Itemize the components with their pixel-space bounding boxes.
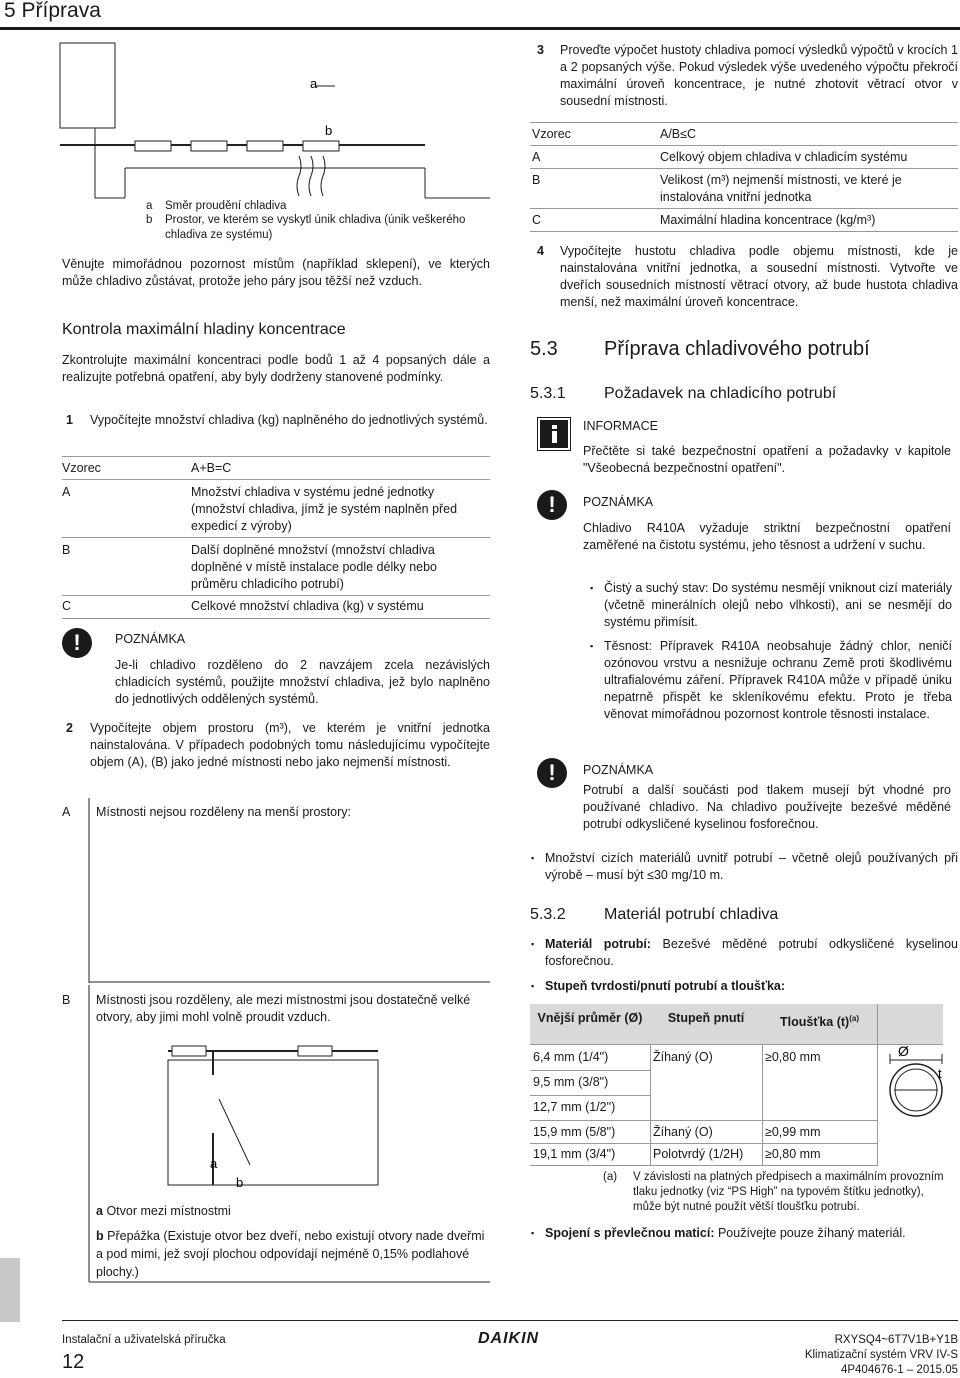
section-53-title: Příprava chladivového potrubí [604,338,870,360]
bullet-oil: ▪ Množství cizích materiálů uvnitř potrubí – včetně olejů používaných při výrobě – musí být ≤30 mg/10 m. [545,850,958,884]
formula1-table [62,456,490,619]
info-title: INFORMACE [583,419,658,433]
section-532-title: Materiál potrubí chladiva [604,906,779,923]
section-532-number: 5.3.2 [530,906,566,923]
formula3-head-key: Vzorec [532,127,571,141]
pipe-cell: 15,9 mm (5/8") [533,1125,616,1139]
fig2-label-a: a [210,1156,218,1171]
note3-text: Potrubí a další součásti pod tlakem musejí být vhodné pro používané chladivo. Na chladivo používejte bezešvé měděné potrubí odkysličené kyselinou fosforečnou. [583,783,951,831]
info-icon [538,418,570,450]
legend-a-key: a [146,200,153,212]
formula3-row-key: C [532,213,542,227]
pipe-cell: Žíhaný (O) [653,1125,713,1139]
pipe-fig-diameter: Ø [898,1043,909,1059]
pipe-fig-thickness: t [938,1066,942,1081]
info-text: Přečtěte si také bezpečnostní opatření a požadavky v kapitole "Všeobecná bezpečnostní opatření". [583,444,951,475]
step1-text: Vypočítejte množství chladiva (kg) naplněného do jednotlivých systémů. [90,413,488,427]
section-531-number: 5.3.1 [530,385,566,402]
section-531-title: Požadavek na chladicího potrubí [604,385,837,402]
note2-title: POZNÁMKA [583,495,654,509]
pipe-cell: ≥0,99 mm [765,1125,821,1139]
daikin-logo: DAIKIN [478,1330,540,1347]
pipe-cell: ≥0,80 mm [765,1147,821,1161]
formula1-head-key: Vzorec [62,461,101,475]
pipe-cell: ≥0,80 mm [765,1050,821,1064]
step3-text: Proveďte výpočet hustoty chladiva pomocí výsledků výpočtů v krocích 1 a 2 popsaných výše. Pokud výsledek výše uvedeného výpočtu překročí maximální úroveň koncentrace, je nutné zhotovit větrací otvor v sousední místnosti. [560,43,958,108]
formula1-row-value: Celkové množství chladiva (kg) v systému [191,599,424,613]
step2-number: 2 [66,721,73,735]
pipe-header-diameter: Vnější průměr (Ø) [537,1011,643,1025]
refrigerant-leak-figure [55,38,495,200]
note1-title: POZNÁMKA [115,632,186,646]
legend-b-text: Prostor, ve kterém se vyskytl únik chladiva (únik veškerého chladiva ze systému) [165,214,466,241]
fig2-label-b: b [236,1175,244,1190]
pipe-cell: 6,4 mm (1/4") [533,1050,609,1064]
footnote-key: (a) [603,1171,618,1183]
footnote-text: V závislosti na platných předpisech a maximálním provozním tlaku jednotky (viz “PS High” na typovém štítku jednotky), může být nutné použít větší tloušťku potrubí. [633,1171,944,1213]
formula1-row-value: Množství chladiva v systému jedné jednotky (množství chladiva, jímž je systém naplněn před expedicí z výroby) [191,485,458,533]
pipe-cell: 19,1 mm (3/4") [533,1147,616,1161]
pipe-header-temper: Stupeň pnutí [667,1011,745,1025]
intro-paragraph: Věnujte mimořádnou pozornost místům (například sklepení), ve kterých může chladivo zůstávat, protože jeho páry jsou těžší než vzduch. [62,257,490,288]
pipe-cell: 12,7 mm (1/2") [533,1100,616,1114]
formula3-row-value: Maximální hladina koncentrace (kg/m³) [660,213,876,227]
caseA-frame [76,798,490,983]
bullet-material: ▪ Materiál potrubí: Bezešvé měděné potrubí odkysličené kyselinou fosforečnou. [545,936,958,970]
caseA-text: Místnosti nejsou rozděleny na menší prostory: [96,805,351,819]
note2-bullet: ▪ Čistý a suchý stav: Do systému nesmějí vniknout cizí materiály (včetně minerálních olejů nebo vlhkosti), ani se nesmějí do systému přimísit. [604,580,952,631]
step2-text: Vypočítejte objem prostoru (m³), ve kterém je vnitřní jednotka nainstalována. V případech podobných tomu následujícímu vypočítejte objem (A), (B) jako jedné místnosti nebo jako nejmenší místnosti. [90,721,490,769]
formula3-row-value: Velikost (m³) nejmenší místnosti, ve které je instalována vnitřní jednotka [660,173,902,204]
caseB-text: Místnosti jsou rozděleny, ale mezi místnostmi jsou dostatečně velké otvory, aby jimi mohl volně proudit vzduch. [96,993,471,1024]
formula3-row-value: Celkový objem chladiva v chladicím systému [660,150,908,164]
section-53-number: 5.3 [530,338,558,360]
note2-bullet: ▪ Těsnost: Přípravek R410A neobsahuje žádný chlor, neničí ozónovou vrstvu a nesnižuje ochranu Země proti škodlivému ultrafialovému záření. Přípravek R410A může v případě úniku nepatrně přispět ke skleníkovému efektu. Proto je třeba věnovat mimořádnou pozornost kontrole těsnosti instalace. [604,638,952,723]
section-kontrola-paragraph: Zkontrolujte maximální koncentraci podle bodů 1 až 4 popsaných dále a realizujte potřebná opatření, aby byly dodrženy stanovené podmínky. [62,353,490,384]
exclamation-icon: ! [537,490,567,520]
step3-number: 3 [537,43,544,57]
formula1-head-value: A+B=C [191,461,232,475]
note3-title: POZNÁMKA [583,763,654,777]
formula1-row-key: A [62,485,71,499]
caseA-key: A [62,805,71,819]
page-title: 5 Příprava [4,0,101,22]
fig2-legend-b: b Přepážka (Existuje otvor bez dveří, nebo existují otvory nade dveřmi a pod mimi, jež svojí plochou odpovídají nejméně 0,15% podlahové plochy.) [96,1229,485,1279]
bullet-spoje: ▪ Spojení s převlečnou maticí: Používejte pouze žíhaný materiál. [545,1225,958,1242]
step4-number: 4 [537,244,544,258]
exclamation-icon: ! [62,628,92,658]
legend-a-text: Směr proudění chladiva [165,200,287,212]
bullet-hardness: ▪ Stupeň tvrdosti/pnutí potrubí a tloušťka: [545,978,785,995]
exclamation-icon: ! [537,758,567,788]
formula1-row-value: Další doplněné množství (množství chladiva doplněné v místě instalace podle délky nebo průměru chladicího potrubí) [191,543,437,591]
pipe-cell: 9,5 mm (3/8") [533,1075,609,1089]
legend-b-key: b [146,214,153,226]
caseB-key: B [62,993,71,1007]
fig1-label-a: a [310,76,318,91]
formula1-row-key: B [62,543,71,557]
pipe-cell: Polotvrdý (1/2H) [653,1147,744,1161]
side-tab [0,1258,20,1322]
formula3-row-key: B [532,173,541,187]
step4-text: Vypočítejte hustotu chladiva podle objemu místnosti, kde je nainstalována vnitřní jednotka, a sousední místnosti. Vytvořte ve dveřích sousedních místností větrací otvory, až bude hustota chladiva menší, než maximální úroveň koncentrace. [560,244,958,309]
note2-text: Chladivo R410A vyžaduje striktní bezpečnostní opatření zaměřené na čistotu systému, jeho těsnost a udržení v suchu. [583,521,951,552]
footer-system: Klimatizační systém VRV IV-S [804,1349,958,1361]
fig1-label-b: b [325,123,333,138]
footer-rule [62,1320,958,1321]
footer-doc-title: Instalační a uživatelská příručka [62,1334,226,1346]
formula3-row-key: A [532,150,541,164]
formula3-table [530,122,958,236]
fig2-legend-a: a Otvor mezi místnostmi [96,1204,231,1218]
formula1-row-key: C [62,599,72,613]
footer-docnum: 4P404676-1 – 2015.05 [840,1364,958,1376]
pipe-cross-section-figure [880,1040,955,1120]
step1-number: 1 [66,413,73,427]
page-number: 12 [62,1351,85,1373]
pipe-header-thickness: Tloušťka $(t)^{(a)}$ [780,1014,859,1030]
section-kontrola-title: Kontrola maximální hladiny koncentrace [62,321,346,338]
note1-text: Je-li chladivo rozděleno do 2 navzájem zcela nezávislých chladicích systémů, použijte množství chladiva, jež bylo naplněno do jednotlivých oddělených systémů. [115,658,490,706]
pipe-cell: Žíhaný (O) [653,1050,713,1064]
formula3-head-value: A/B≤C [660,127,697,141]
header-rule [0,27,960,30]
footer-model: RXYSQ4~6T7V1B+Y1B [834,1334,958,1346]
